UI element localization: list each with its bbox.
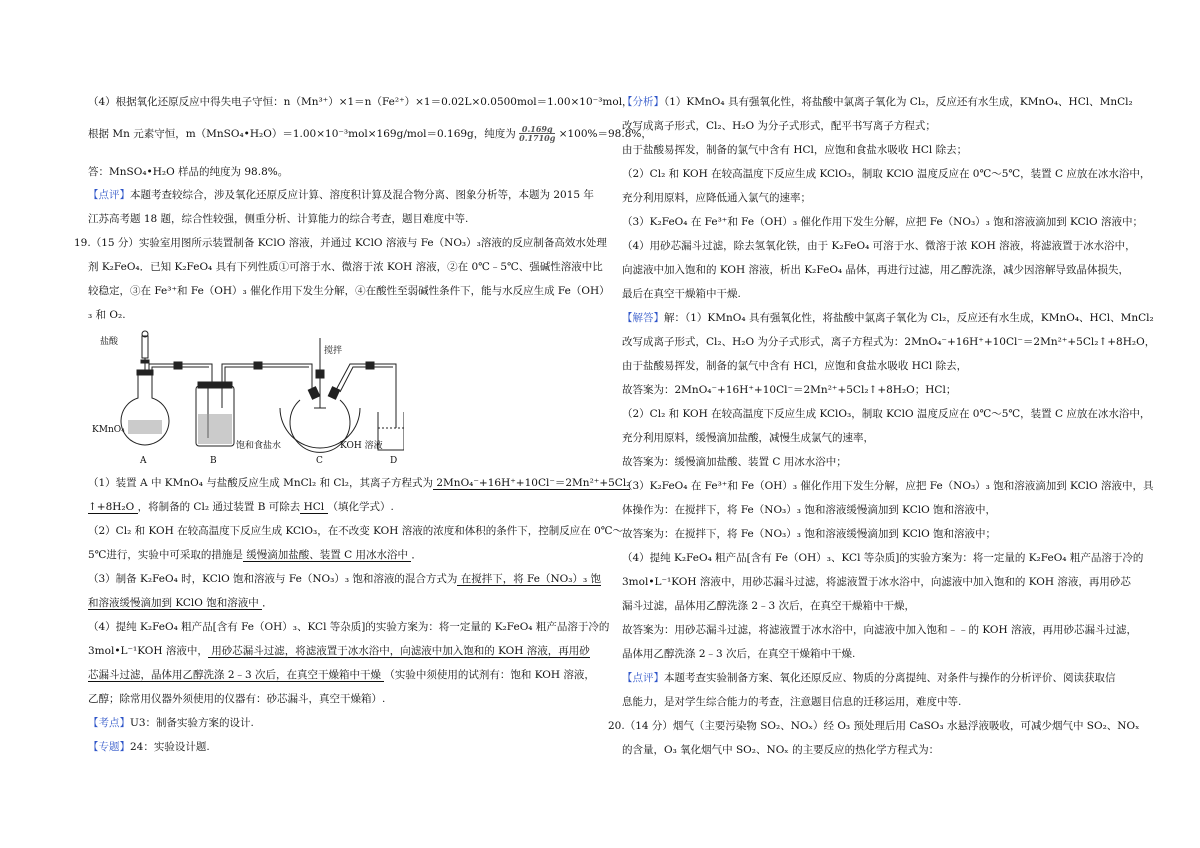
knowledge-point-tag: 【考点】	[88, 717, 130, 729]
text-span: 根据 Mn 元素守恒，m（MnSO₄•H₂O）＝1.00×10⁻³mol×169g/mol＝0.169g，纯度为	[88, 127, 516, 140]
answer-blank: HCl	[300, 501, 328, 513]
text-span: ．	[411, 549, 422, 561]
text-line: 体操作为：在搅拌下，将 Fe（NO₃）₃ 饱和溶液缓慢滴加到 KClO 饱和溶液中，	[622, 504, 997, 516]
text-line: （3）K₂FeO₄ 在 Fe³⁺和 Fe（OH）₃ 催化作用下发生分解，应把 Fe（NO₃）₃ 饱和溶液滴加到 KClO 溶液中，具	[622, 480, 1154, 492]
answer-blank: 在搅拌下，将 Fe（NO₃）₃ 饱	[457, 573, 602, 585]
answer-blank: ↑+8H₂O	[88, 501, 138, 513]
text-line	[88, 644, 590, 660]
text-line: 的含量，O₃ 氧化烟气中 SO₂、NOₓ 的主要反应的热化学方程式为：	[622, 744, 940, 756]
text-line	[88, 572, 601, 588]
label-hcl: 盐酸	[100, 337, 119, 347]
text-line: 故答案为：2MnO₄⁻+16H⁺+10Cl⁻＝2Mn²⁺+5Cl₂↑+8H₂O；HCl；	[622, 384, 957, 396]
text-line: 剂 K₂FeO₄．已知 K₂FeO₄ 具有下列性质①可溶于水、微溶于浓 KOH 溶液，②在 0℃﹣5℃、强碱性溶液中比	[88, 261, 603, 273]
text-line: （3）K₂FeO₄ 在 Fe³⁺和 Fe（OH）₃ 催化作用下发生分解，应把 Fe（NO₃）₃ 饱和溶液滴加到 KClO 溶液中；	[622, 216, 1143, 228]
comment-tag: 【点评】	[88, 189, 130, 201]
label-d: D	[390, 456, 398, 466]
label-b: B	[210, 456, 217, 466]
fraction-numerator: 0.169g	[519, 125, 555, 134]
text-line: （4）根据氧化还原反应中得失电子守恒：n（Mn³⁺）×1＝n（Fe²⁺）×1＝0.02L×0.0500mol＝1.00×10⁻³mol，	[88, 96, 633, 108]
text-line: 故答案为：用砂芯漏斗过滤，将滤液置于冰水浴中，向滤液中加入饱和﹣﹣的 KOH 溶液，再用砂芯漏斗过滤，	[622, 624, 1138, 636]
analysis-tag: 【分析】	[622, 96, 664, 108]
text-line: 较稳定，③在 Fe³⁺和 Fe（OH）₃ 催化作用下发生分解，④在酸性至弱碱性条件下，能与水反应生成 Fe（OH）	[88, 285, 610, 297]
answer-blank: 缓慢滴加盐酸、装置 C 用冰水浴中	[242, 549, 412, 561]
question-20-heading: 20.（14 分）烟气（主要污染物 SO₂、NOₓ）经 O₃ 预处理后用 CaSO₃ 水悬浮液吸收，可减少烟气中 SO₂、NOₓ	[608, 720, 1140, 732]
text-line	[88, 596, 273, 612]
text-span: ，将制备的 Cl₂ 通过装置 B 可除去	[137, 501, 301, 513]
text-span: （填化学式）.	[327, 501, 394, 513]
text-span: 解：（1）KMnO₄ 具有强氧化性，将盐酸中氯离子氧化为 Cl₂，反应还有水生成，KMnO₄、HCl、MnCl₂	[664, 312, 1154, 324]
text-span: 本题考查较综合，涉及氧化还原反应计算、溶度积计算及混合物分离、图象分析等，本题为 2015 年	[130, 189, 594, 201]
label-koh-solution: KOH 溶液	[340, 441, 383, 451]
label-kmno4: KMnO₄	[92, 425, 125, 435]
text-line: 故答案为：在搅拌下，将 Fe（NO₃）₃ 饱和溶液缓慢滴加到 KClO 饱和溶液中；	[622, 528, 997, 540]
question-19-heading: 19.（15 分）实验室用图所示装置制备 KClO 溶液，并通过 KClO 溶液与 Fe（NO₃）₃溶液的反应制备高效水处理	[74, 237, 607, 249]
comment-tag: 【点评】	[622, 672, 664, 684]
text-line: 江苏高考题 18 题，综合性较强，侧重分析、计算能力的综合考查，题目难度中等.	[88, 213, 469, 225]
label-saturated-brine: 饱和食盐水	[236, 441, 282, 451]
fraction-denominator: 0.1710g	[519, 133, 556, 144]
text-line	[88, 476, 630, 492]
text-line: 向滤液中加入饱和的 KOH 溶液，析出 K₂FeO₄ 晶体，再进行过滤，用乙醇洗涤，减少因溶解导致晶体损失，	[622, 264, 1129, 276]
text-span: ．	[262, 597, 273, 609]
text-span: 24：实验设计题.	[130, 741, 210, 753]
text-line: 改写成离子形式，Cl₂、H₂O 为分子式形式，离子方程式为：2MnO₄⁻+16H⁺+10Cl⁻＝2Mn²⁺+5Cl₂↑+8H₂O，	[622, 336, 1156, 348]
text-line: （4）提纯 K₂FeO₄ 粗产品[含有 Fe（OH）₃、KCl 等杂质]的实验方案为：将一定量的 K₂FeO₄ 粗产品溶于冷的	[622, 552, 1144, 564]
text-line: 改写成离子形式，Cl₂、H₂O 为分子式形式，配平书写离子方程式；	[622, 120, 936, 132]
text-line: （4）用砂芯漏斗过滤，除去氢氧化铁，由于 K₂FeO₄ 可溶于水、微溶于浓 KOH 溶液，将滤液置于冰水浴中，	[622, 240, 1136, 252]
label-c: C	[316, 456, 323, 466]
text-span: ×100%＝98.8%，	[558, 127, 652, 140]
text-span: （1）KMnO₄ 具有强氧化性，将盐酸中氯离子氧化为 Cl₂，反应还有水生成，KMnO₄、HCl、MnCl₂	[664, 96, 1133, 108]
text-line	[88, 500, 394, 516]
answer-blank: 和溶液缓慢滴加到 KClO 饱和溶液中	[88, 597, 263, 609]
text-line	[88, 548, 422, 564]
topic-tag: 【专题】	[88, 741, 130, 753]
purity-fraction	[519, 125, 555, 143]
text-span: 本题考查实验制备方案、氧化还原反应、物质的分离提纯、对条件与操作的分析评价、阅读获取信	[664, 672, 1116, 684]
text-line: 由于盐酸易挥发，制备的氯气中含有 HCl，应饱和食盐水吸收 HCl 除去；	[622, 144, 968, 156]
text-span: （实验中须使用的试剂有：饱和 KOH 溶液，	[384, 669, 595, 681]
text-line: 晶体用乙醇洗涤 2﹣3 次后，在真空干燥箱中干燥.	[622, 648, 856, 660]
text-line: （2）Cl₂ 和 KOH 在较高温度下反应生成 KClO₃，在不改变 KOH 溶液的浓度和体积的条件下，控制反应在 0℃～	[88, 525, 623, 537]
text-span: 3mol•L⁻¹KOH 溶液中，	[88, 645, 208, 657]
text-line: 最后在真空干燥箱中干燥.	[622, 288, 741, 300]
text-line: 充分利用原料，应降低通入氯气的速率；	[622, 192, 811, 204]
text-line	[88, 188, 594, 204]
text-span: （1）装置 A 中 KMnO₄ 与盐酸反应生成 MnCl₂ 和 Cl₂，其离子方程式为	[88, 477, 434, 489]
label-stir: 搅拌	[324, 346, 343, 356]
text-span: U3：制备实验方案的设计.	[130, 717, 254, 729]
text-line	[88, 668, 595, 684]
text-line: （2）Cl₂ 和 KOH 在较高温度下反应生成 KClO₃，制取 KClO 温度反应在 0℃～5℃，装置 C 应放在冰水浴中，	[622, 168, 1151, 180]
answer-blank: 2MnO₄⁻+16H⁺+10Cl⁻＝2Mn²⁺+5Cl₂	[433, 477, 631, 489]
answer-blank: 芯漏斗过滤，晶体用乙醇洗涤 2﹣3 次后，在真空干燥箱中干燥	[88, 669, 385, 681]
text-line: 答：MnSO₄•H₂O 样品的纯度为 98.8%。	[88, 166, 289, 178]
text-line: 充分利用原料，缓慢滴加盐酸，减慢生成氯气的速率，	[622, 432, 874, 444]
text-line	[88, 125, 652, 143]
text-line: 故答案为：缓慢滴加盐酸、装置 C 用冰水浴中；	[622, 456, 847, 468]
text-span: 5℃进行，实验中可采取的措施是	[88, 549, 243, 561]
text-line: ₃ 和 O₂.	[88, 309, 126, 321]
text-line	[622, 311, 1154, 327]
text-line: 由于盐酸易挥发，制备的氯气中含有 HCl，应饱和食盐水吸收 HCl 除去，	[622, 360, 968, 372]
text-line	[88, 716, 254, 732]
text-line: 息能力，是对学生综合能力的考查，注意题目信息的迁移运用，难度中等.	[622, 696, 962, 708]
label-a: A	[140, 456, 147, 466]
text-line	[622, 671, 1116, 687]
text-line: 漏斗过滤，晶体用乙醇洗涤 2﹣3 次后，在真空干燥箱中干燥，	[622, 600, 916, 612]
text-line: 3mol•L⁻¹KOH 溶液中，用砂芯漏斗过滤，将滤液置于冰水浴中，向滤液中加入饱和的 KOH 溶液，再用砂芯	[622, 576, 1131, 588]
text-line: （2）Cl₂ 和 KOH 在较高温度下反应生成 KClO₃，制取 KClO 温度反应在 0℃～5℃，装置 C 应放在冰水浴中，	[622, 408, 1151, 420]
text-span: （3）制备 K₂FeO₄ 时，KClO 饱和溶液与 Fe（NO₃）₃ 饱和溶液的混合方式为	[88, 573, 458, 585]
answer-blank: 用砂芯漏斗过滤，将滤液置于冰水浴中，向滤液中加入饱和的 KOH 溶液，再用砂	[207, 645, 590, 657]
text-line	[88, 740, 210, 756]
text-line: （4）提纯 K₂FeO₄ 粗产品[含有 Fe（OH）₃、KCl 等杂质]的实验方案为：将一定量的 K₂FeO₄ 粗产品溶于冷的	[88, 621, 610, 633]
text-line	[622, 95, 1133, 111]
text-line: 乙醇；除常用仪器外须使用的仪器有：砂芯漏斗，真空干燥箱）.	[88, 693, 386, 705]
solution-tag: 【解答】	[622, 312, 664, 324]
